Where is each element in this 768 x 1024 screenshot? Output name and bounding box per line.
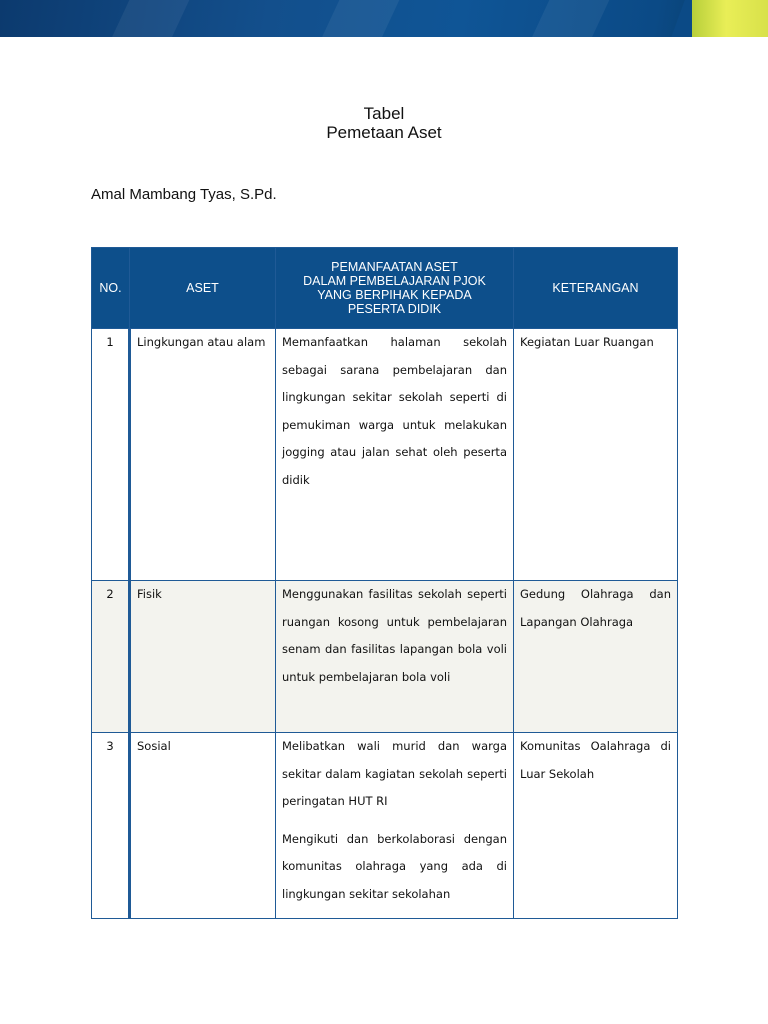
table-header-row [92,248,678,329]
cell-pemanfaatan [276,733,514,919]
cell-pemanfaatan: Menggunakan fasilitas sekolah seperti ruangan kosong untuk pembelajaran senam dan fasilitas lapangan bola voli untuk pembelajaran bola voli [276,581,514,733]
table-row [92,733,678,919]
author-name: Amal Mambang Tyas, S.Pd. [91,186,277,203]
header-keterangan: KETERANGAN [514,248,678,329]
table-row [92,329,678,581]
header-pemanfaatan-line3: YANG BERPIHAK KEPADA [317,288,472,302]
document-title-line2: Pemetaan Aset [326,123,442,142]
cell-keterangan: Gedung Olahraga dan Lapangan Olahraga [514,581,678,733]
banner-stripe [106,0,194,37]
header-pemanfaatan-line4: PESERTA DIDIK [347,302,442,316]
cell-no: 3 [92,733,130,919]
header-pemanfaatan-line2: DALAM PEMBELAJARAN PJOK [303,274,486,288]
header-aset: ASET [130,248,276,329]
header-pemanfaatan [276,248,514,329]
table-row [92,581,678,733]
banner-stripe [316,0,404,37]
cell-keterangan: Komunitas Oalahraga di Luar Sekolah [514,733,678,919]
cell-aset: Sosial [130,733,276,919]
document-title-line1: Tabel [363,104,405,123]
cell-no: 2 [92,581,130,733]
cell-aset: Fisik [130,581,276,733]
header-banner [0,0,768,37]
banner-stripe [526,0,614,37]
header-pemanfaatan-line1: PEMANFAATAN ASET [331,260,458,274]
cell-aset: Lingkungan atau alam [130,329,276,581]
asset-mapping-table [91,247,678,919]
cell-keterangan: Kegiatan Luar Ruangan [514,329,678,581]
cell-pemanfaatan-paragraph: Melibatkan wali murid dan warga sekitar dalam kagiatan sekolah seperti peringatan HUT RI [282,739,507,808]
banner-accent [692,0,768,37]
header-no: NO. [92,248,130,329]
cell-pemanfaatan-paragraph: Mengikuti dan berkolaborasi dengan komunitas olahraga yang ada di lingkungan sekitar sekolahan [282,831,507,901]
cell-pemanfaatan: Memanfaatkan halaman sekolah sebagai sarana pembelajaran dan lingkungan sekitar sekolah seperti di pemukiman warga untuk melakukan jogging atau jalan sehat oleh peserta didik [276,329,514,581]
cell-no: 1 [92,329,130,581]
